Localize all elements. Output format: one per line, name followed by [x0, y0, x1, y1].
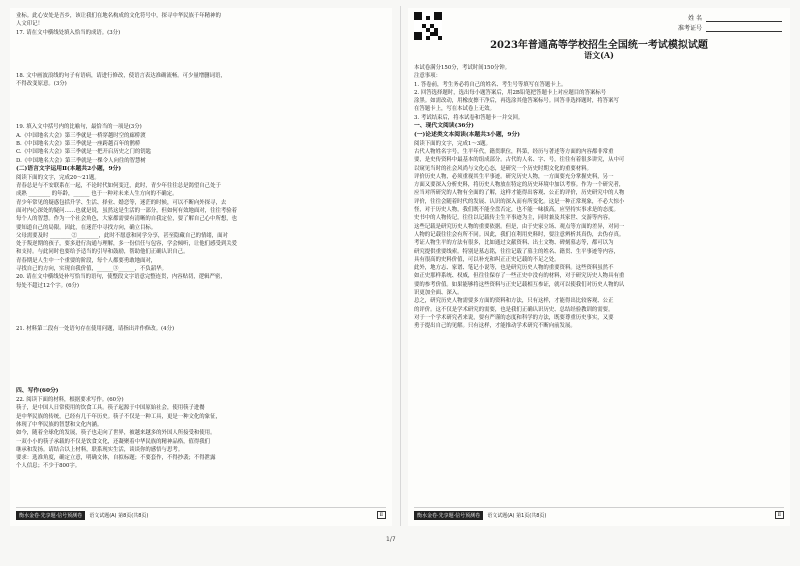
- left-text-line: 体现了中华民族的智慧和文化内涵。: [16, 421, 103, 428]
- left-text-line: 继承和发扬。请结合以上材料，联系现实生活，谈谈你的感悟与思考。: [16, 446, 184, 453]
- right-text-line: 人物的记载往往会有所不同。因此，我们在利用史料时，要注意辨析其真伪，去伪存真。: [414, 231, 625, 238]
- right-text-line: 2. 回答选择题时，选出每小题答案后，用2B铅笔把答题卡上对应题目的答案标号: [414, 89, 607, 96]
- right-text-line: 对于一个学术研究者来说，要有严谨的态度和科学的方法，既要尊重历史事实，又要: [414, 314, 614, 321]
- left-text-line: 不得改变原意。(3分): [16, 81, 67, 88]
- right-text-line: 以窥见当时的社会风尚与文化心态，是研究一个历史时期文化的重要材料。: [414, 165, 592, 172]
- left-text-line: 22. 阅读下面的材料，根据要求写作。(60分): [16, 397, 124, 404]
- right-footer: [414, 507, 784, 522]
- right-text-line: 总之，研究历史人物需要多方面的资料和方法，只有这样，才能得出比较客观、公正: [414, 298, 614, 305]
- right-text-line: 研究提供重要线索。特别是墓志铭，往往记载了墓主的姓名、籍贯、生平事迹等内容，: [414, 248, 619, 255]
- candidate-info-box: [662, 12, 782, 32]
- right-text-line: 史书中的人物传记，往往以记载传主生平事迹为主，同时兼及其家世、交游等内容。: [414, 215, 614, 222]
- right-text-line: (一)论述类文本阅读(本题共3小题，9分): [414, 131, 520, 138]
- left-footer-mark: Ⅱ: [377, 511, 386, 519]
- right-text-line: 评价，往往会随着时代的发展、认识的深入而有所变化。这是一种正常现象，不必大惊小: [414, 198, 625, 205]
- left-text-line: 寻找自己的方向，实现自我价值，______③______，不负韶华。: [16, 266, 167, 273]
- left-text-line: A.《中国地名大会》第三季就是一桥穿越时空的廊桥渡: [16, 132, 146, 139]
- name-label: 姓 名: [688, 15, 702, 22]
- left-text-line: [16, 104, 386, 107]
- right-text-line: 要的参考价值。如果能够将这些资料与正史记载相互参证，就可以使我们对历史人物的认: [414, 281, 625, 288]
- exam-subtitle: 语文(A): [584, 50, 614, 60]
- left-text-line: 人文印记！: [16, 21, 43, 28]
- right-text-line: 在答题卡上，写在本试卷上无效。: [414, 106, 495, 113]
- right-text-line: 阅读下面的文字，完成1～3题。: [414, 140, 491, 147]
- right-text-line: 考证人物生平的方法有很多，比如通过文献资料、出土文物、碑刻墓志等，都可以为: [414, 240, 614, 247]
- right-footer-label: 语文试题(A) 第1页(共8页): [487, 512, 547, 519]
- left-text-line: 每处不超过12个字。(6分): [16, 282, 80, 289]
- left-text-line: [16, 53, 386, 56]
- left-text-line: 青春期是人生中一个重要的阶段，每个人都要勇敢地面对，: [16, 257, 157, 264]
- right-page: [408, 8, 790, 526]
- right-text-line: 涂黑。如需改动，用橡皮擦干净后，再选涂其他答案标号。回答非选择题时，将答案写: [414, 98, 619, 105]
- left-text-line: 每个人的智慧。作为一个社会角色，大家都需要有清晰的自我定位，要了解自己心中所想，也: [16, 216, 238, 223]
- left-text-line: 个人信息；不少于800字。: [16, 463, 81, 470]
- left-text-line: 要求：选准角度，确定立意，明确文体，自拟标题；不要套作，不得抄袭；不得泄露: [16, 455, 216, 462]
- right-text-line: 一、现代文阅读(36分): [414, 123, 474, 130]
- left-text-line: 17. 请在文中横线处填入恰当的成语。(3分): [16, 29, 121, 36]
- left-footer-label: 语文试题(A) 第8页(共8页): [89, 512, 149, 519]
- right-text-line: 此外，地方志、家谱、笔记小说等，也是研究历史人物的重要资料。这些资料虽然不: [414, 265, 614, 272]
- left-text-line: 青春总是与不安联系在一起，不论时代如何变迁，此时，青少年往往总是渴望自己处于: [16, 183, 221, 190]
- name-row: [662, 12, 782, 22]
- right-text-line: 如正史那样系统、权威，但往往保存了一些正史中没有的材料，对于研究历史人物具有重: [414, 273, 625, 280]
- left-text-line: 面对内心深处的疑问……也就是说，虽然这是生活的一部分，但如何有效地面对，往往考验着: [16, 207, 238, 214]
- exam-title: 2023年普通高等学校招生全国统一考试模拟试题: [490, 40, 708, 51]
- left-text-line: [16, 306, 386, 309]
- name-field[interactable]: [706, 15, 782, 22]
- left-text-line: 18. 文中画波浪线的句子有语病，请进行修改，使语言表达准确流畅。可少量增删词语，: [16, 72, 226, 79]
- left-text-line: 筷子，是中国人日常使用的饮食工具。筷子起源于中国原始社会，使用筷子进餐: [16, 405, 205, 412]
- left-text-line: 成熟 ________ 的年龄，______ 也于一种对未来人生方向的不确定。: [16, 191, 178, 198]
- left-page: [10, 8, 392, 526]
- right-text-line: 识更加全面、深入。: [414, 290, 463, 297]
- left-text-line: 如今，随着全球化的发展，筷子也走向了世界，被越来越多的外国人所接受和使用。: [16, 430, 216, 437]
- seat-row: [662, 22, 782, 32]
- right-text-line: 本试卷满分150分，考试时间150分钟。: [414, 65, 511, 71]
- left-footer: [16, 507, 386, 522]
- left-text-line: 四、写作(60分): [16, 388, 59, 395]
- left-page-body: [16, 12, 386, 471]
- right-text-line: 1. 答卷前，考生务必将自己的姓名、考生号等填写在答题卡上。: [414, 81, 567, 88]
- left-text-line: 要知道自己的局限。因此，在迷茫中寻找方向，确立目标。: [16, 224, 157, 231]
- right-text-line: 方面又要深入分析史料，将历史人物放在特定的历史环境中加以考察。作为一个研究者，: [414, 182, 625, 189]
- left-text-line: 是中华民族的传统，已经有几千年历史。筷子不仅是一种工具，更是一种文化的象征，: [16, 413, 221, 420]
- left-text-line: [16, 368, 386, 371]
- right-text-line: 评价历史人物，必须重视其生平事迹。研究历史人物，一方面要充分掌握史料，另一: [414, 173, 614, 180]
- seat-label: 准考证号: [677, 25, 702, 32]
- right-text-line: 的评价。这不仅是学术研究的需要，也是我们正确认识历史、总结经验教训的需要。: [414, 306, 614, 313]
- page-divider: [400, 6, 401, 526]
- right-footer-badge: 衡水金卷·先享题·信号预测卷: [414, 511, 483, 520]
- left-text-line: 业标。此心安处是吾乡，该让我们在地名构成的文化符号中，探寻中华民族千年精神的: [16, 13, 221, 19]
- left-text-line: 一双小小的筷子承载的不仅是饮食文化，还凝聚着中华民族的精神品格，值得我们: [16, 438, 211, 445]
- left-text-line: 青少年常见的疑惑包括升学、生活、择业、婚恋等，迷茫的时候，可以不断向外探寻，去: [16, 199, 227, 206]
- left-footer-badge: 衡水金卷·先享题·信号预测卷: [16, 511, 85, 520]
- left-text-line: 和支持。与此同时也要给予适当的引导和鼓励，帮助他们正确认识自己。: [16, 249, 189, 256]
- right-page-body: [414, 64, 784, 331]
- left-text-line: D.《中国地名大会》第三季就是一棵令人向往的智慧树: [16, 157, 146, 164]
- right-text-line: 要，是史传资料中最基本的组成部分。古代的人名、字、号，往往有着很多讲究，从中可: [414, 157, 625, 164]
- right-text-line: 勇于提出自己的见解。只有这样，才能推动学术研究不断向前发展。: [414, 323, 576, 330]
- right-text-line: 应当对所研究的人物有全面的了解，这样才能得出客观、公正的评价，历史研究中的人物: [414, 190, 625, 197]
- right-text-line: 怪，对于历史人物，我们既不能全盘否定，也不能一味拔高，应坚持实事求是的态度。: [414, 207, 619, 214]
- left-text-line: (二)语言文字运用Ⅱ(本题共2小题，9分): [16, 165, 122, 172]
- right-text-line: 这些记载是研究历史人物的重要依据。但是，由于史家立场、观点等方面的差异，对同一: [414, 223, 625, 230]
- left-text-line: 21. 材料第二段有一处语句存在使用问题，请指出并作修改。(4分): [16, 325, 175, 332]
- right-text-line: 古代人物姓名字号，生平年代，籍贯职位，科第，经历与著述等方面的内容都非常重: [414, 148, 614, 155]
- left-text-line: B.《中国地名大会》第三季就是一座跨越百年的鹊桥: [16, 141, 141, 148]
- left-text-line: 20. 请在文中横线处补写恰当的语句，使整段文字语意完整连贯，内容贴切，逻辑严密，: [16, 274, 226, 281]
- left-text-line: 父母需要及时 ________②________，此时不愿意和同学分享，甚至隐藏自己的情绪，面对: [16, 232, 228, 239]
- left-text-line: [16, 349, 386, 352]
- page-number: 1/7: [386, 536, 396, 543]
- right-footer-mark: Ⅱ: [775, 511, 784, 519]
- left-text-line: 阅读下面的文字，完成20～21题。: [16, 174, 100, 181]
- left-text-line: 19. 填入文中括号内的比喻句，最恰当的一项是(3分): [16, 124, 142, 131]
- left-text-line: C.《中国地名大会》第三季就是一把开启历史之门的钥匙: [16, 149, 152, 156]
- right-text-line: 具有很高的史料价值，可以补充和纠正正史记载的不足之处。: [414, 256, 560, 263]
- seat-field[interactable]: [706, 25, 782, 32]
- left-text-line: 处于叛逆期的孩子，要多进行沟通与理解，多一份信任与包容，学会倾听，让他们感受到关爱: [16, 241, 238, 248]
- right-text-line: 注意事项：: [414, 73, 441, 80]
- right-text-line: 3. 考试结束后，将本试卷和答题卡一并交回。: [414, 114, 524, 121]
